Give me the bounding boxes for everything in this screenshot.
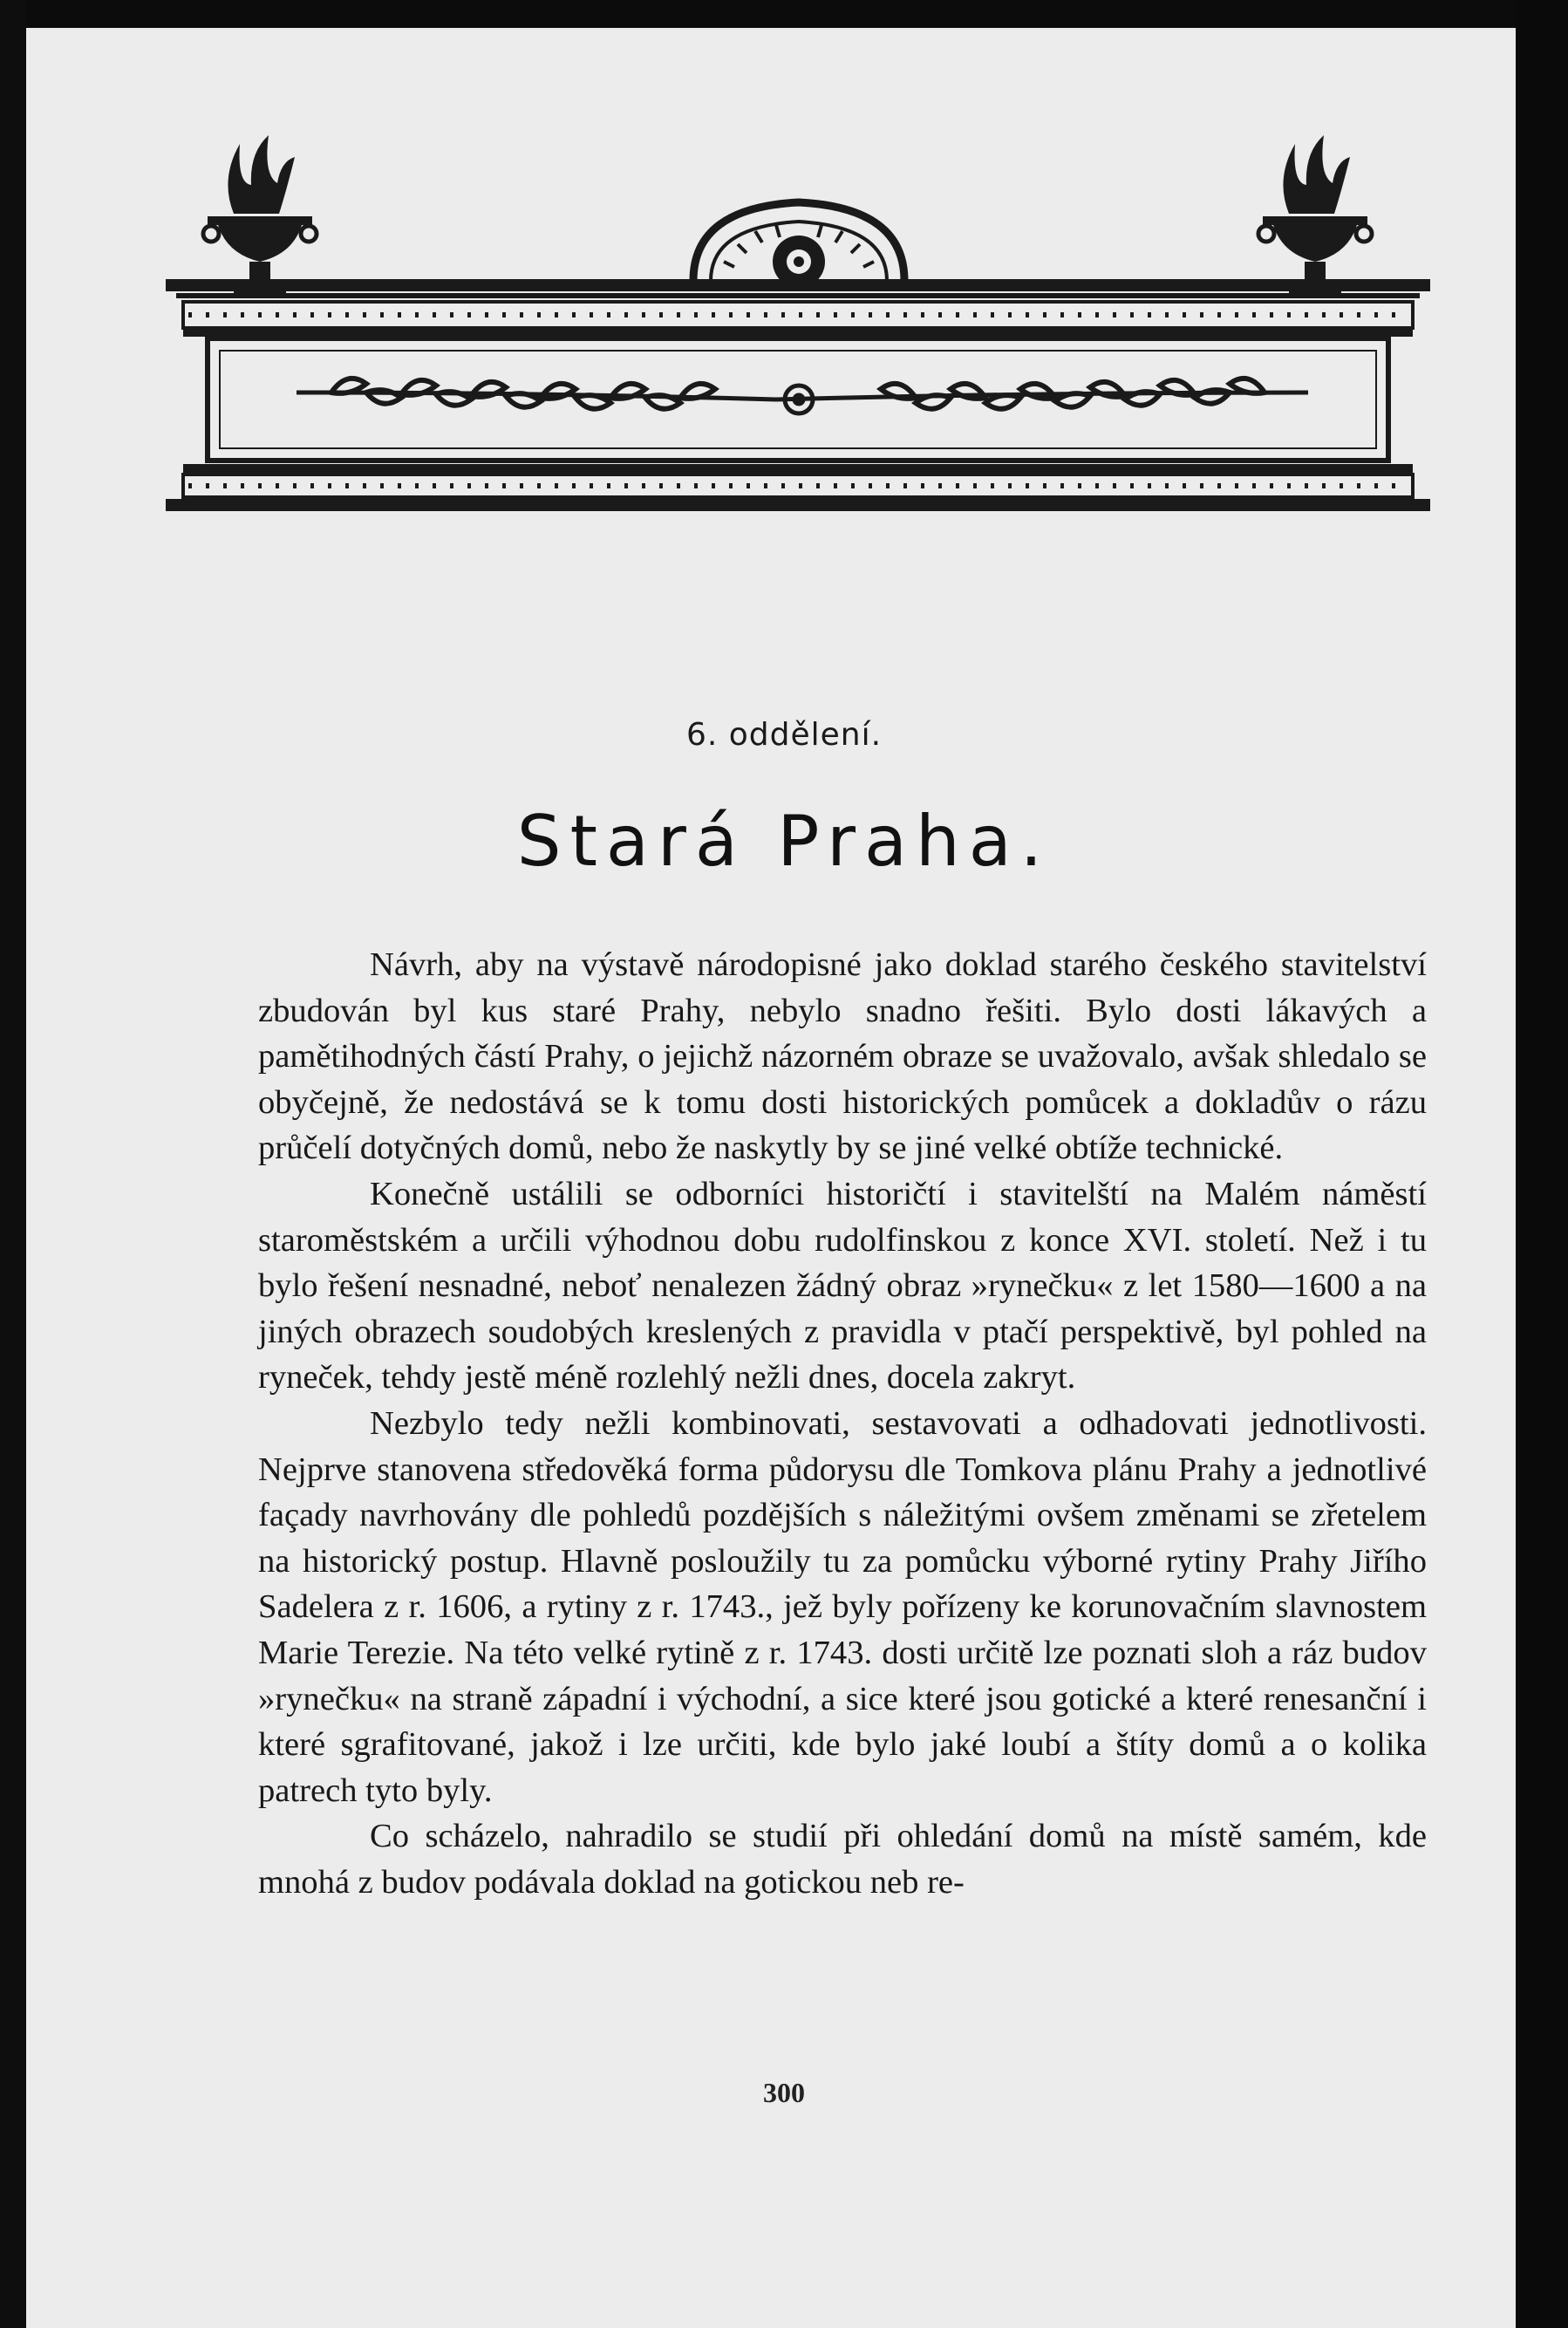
decorative-header-ornament [166, 131, 1430, 515]
laurel-garland-icon [297, 379, 1308, 413]
paragraph: Co scházelo, nahradilo se studií při ohledání domů na místě samém, kde mnohá z budov podávala doklad na gotickou neb re- [258, 1818, 1427, 1901]
paragraph: Návrh, aby na výstavě národopisné jako doklad starého českého stavitelství zbudován byl kus staré Prahy, nebylo snadno řešiti. Bylo dosti lákavých a pamětihodných částí Prahy, o jejichž názorném obraze se uvažovalo, avšak shledalo se obyčejně, že nedostává se k tomu dosti historických pomůcek a dokladův o rázu průčelí dotyčných domů, nebo že naskytly by se jiné velké obtíže technické. [258, 946, 1427, 1167]
scan-border-top [0, 0, 1568, 28]
paragraph: Konečně ustálili se odborníci historičtí i stavitelští na Malém náměstí staroměstském a určili výhodnou dobu rudolfinskou z konce XVI. století. Než i tu bylo řešení nesnadné, neboť nenalezen žádný obraz »rynečku« z let 1580—1600 a na jiných obrazech soudobých kreslených z pravidla v ptačí perspektivě, byl pohled na ryneček, tehdy jestě méně rozlehlý nežli dnes, docela zakryt. [258, 1175, 1427, 1396]
page-number: 300 [763, 2077, 805, 2108]
section-label: 6. oddělení. [685, 717, 883, 753]
body-text [258, 942, 1427, 1905]
scan-border-left [0, 0, 26, 2328]
scan-border-right [1516, 0, 1568, 2328]
flaming-urn-right-icon [1258, 135, 1372, 297]
page-title: Stará Praha. [516, 801, 1052, 882]
paragraph: Nezbylo tedy nežli kombinovati, sestavovati a odhadovati jednotlivosti. Nejprve stanovena středověká forma půdorysu dle Tomkova plánu Prahy a jednotlivé façady navrhovány dle pohledů pozdějších s náležitými ovšem změnami se zřetelem na historický postup. Hlavně posloužily tu za pomůcku výborné rytiny Prahy Jiřího Sadelera z r. 1606, a rytiny z r. 1743., jež byly pořízeny ke korunovačním slavnostem Marie Terezie. Na této velké rytině z r. 1743. dosti určitě lze poznati sloh a ráz budov »rynečku« na straně západní i východní, a sice které jsou gotické a které renesanční i které sgrafitované, jakož i lze určiti, kde bylo jaké loubí a štíty domů a o kolika patrech tyto byly. [258, 1404, 1427, 1809]
flaming-urn-left-icon [203, 135, 317, 297]
pediment-rosette-icon [693, 202, 904, 288]
